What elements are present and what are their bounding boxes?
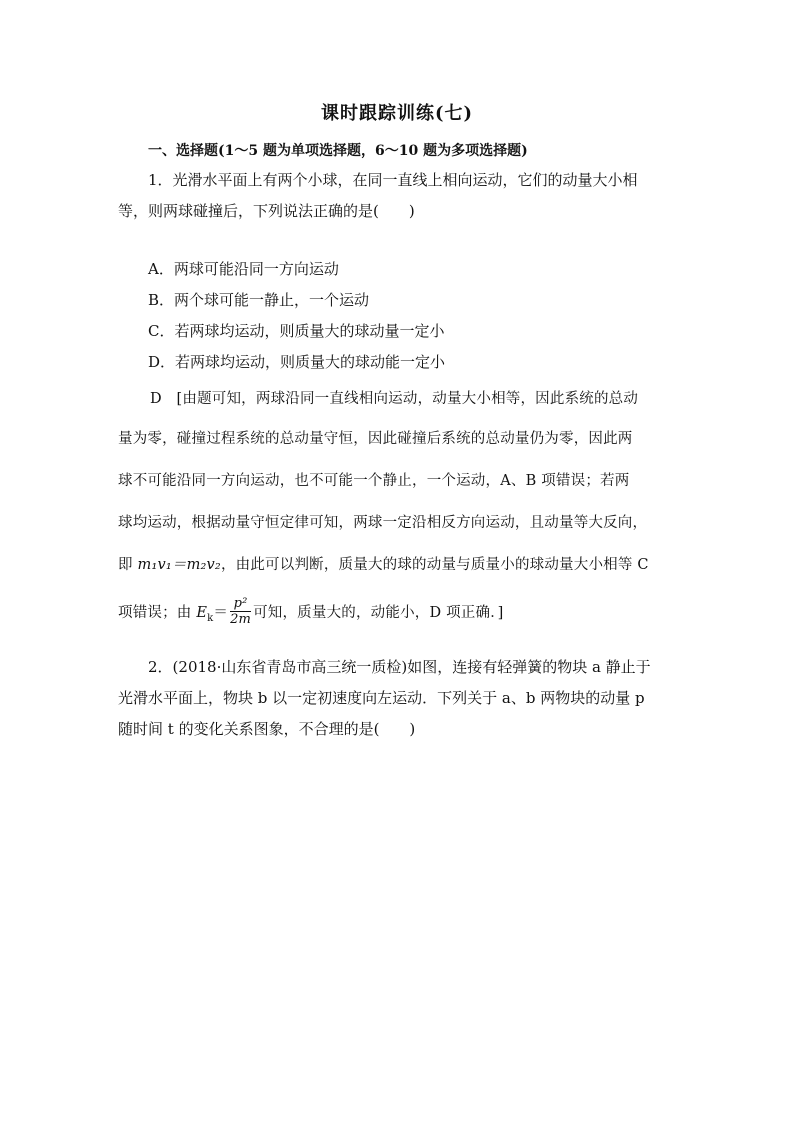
q1-answer-line-4: 球均运动，根据动量守恒定律可知，两球一定沿相反方向运动，且动量等大反向， (118, 515, 648, 531)
q1-option-a: A．两球可能沿同一方向运动 (148, 260, 339, 278)
q1-stem-line-1: 1．光滑水平面上有两个小球，在同一直线上相向运动，它们的动量大小相 (148, 171, 638, 189)
q1-option-d: D．若两球均运动，则质量大的球动能一定小 (148, 353, 446, 371)
section-heading: 一、选择题(1～5 题为单项选择题，6～10 题为多项选择题) (148, 143, 528, 159)
kinetic-energy-subscript: k (207, 612, 214, 624)
q1-answer-line-3: 球不可能沿同一方向运动，也不可能一个静止，一个运动，A、B 项错误；若两 (118, 473, 630, 489)
q2-stem-line-3: 随时间 t 的变化关系图象，不合理的是( ) (118, 720, 416, 738)
q1-answer-line-1: D [由题可知，两球沿同一直线相向运动，动量大小相等，因此系统的总动 (150, 391, 639, 407)
fraction-denominator: 2m (230, 611, 252, 627)
q1-answer-line-6 (118, 596, 504, 636)
kinetic-energy-fraction (230, 596, 251, 627)
q1-option-c: C．若两球均运动，则质量大的球动量一定小 (148, 322, 445, 340)
momentum-equation: m₁v₁＝m₂v₂ (137, 557, 221, 573)
q1-option-b: B．两个球可能一静止，一个运动 (148, 291, 370, 309)
q1-answer-line-6-suffix: 可知，质量大的，动能小，D 项正确．] (253, 605, 504, 621)
q1-answer-line-5 (118, 555, 649, 575)
fraction-numerator: p² (230, 596, 251, 612)
q2-stem-line-2: 光滑水平面上，物块 b 以一定初速度向左运动．下列关于 a、b 两物块的动量 p (118, 689, 645, 707)
q1-stem-line-2: 等，则两球碰撞后，下列说法正确的是( ) (118, 202, 415, 220)
kinetic-energy-symbol: E (196, 605, 208, 621)
page-title: 课时跟踪训练(七) (320, 103, 474, 124)
q1-answer-line-2: 量为零，碰撞过程系统的总动量守恒，因此碰撞后系统的总动量仍为零，因此两 (118, 431, 633, 447)
equals-sign: ＝ (213, 605, 229, 621)
q1-answer-line-6-prefix: 项错误；由 (118, 605, 197, 621)
q1-answer-line-5-prefix: 即 (118, 557, 138, 573)
q1-answer-line-5-suffix: ，由此可以判断，质量大的球的动量与质量小的球动量大小相等 C (220, 557, 649, 573)
q2-stem-line-1: 2．(2018·山东省青岛市高三统一质检)如图，连接有轻弹簧的物块 a 静止于 (148, 658, 651, 676)
